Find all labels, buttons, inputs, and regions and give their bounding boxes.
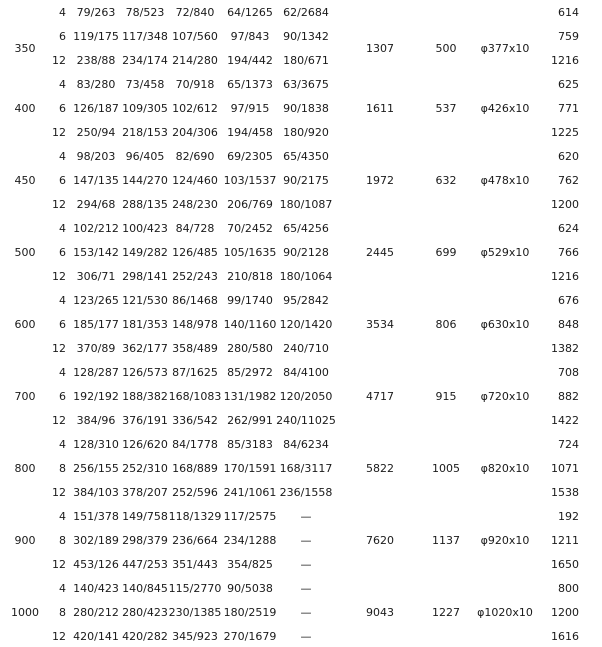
end-value: 1200	[551, 198, 579, 211]
value-cell: 63/3675	[283, 78, 329, 91]
pass-count: 8	[59, 462, 66, 475]
pipe-size: φ478x10	[480, 174, 530, 187]
value-cell: 102/612	[172, 102, 218, 115]
value-cell: 288/135	[122, 198, 168, 211]
value-cell: 73/458	[125, 78, 165, 91]
value-cell: 87/1625	[172, 366, 218, 379]
value-cell: 420/141	[73, 630, 119, 643]
end-value: 1216	[551, 270, 579, 283]
value-cell: 248/230	[172, 198, 218, 211]
value-cell: 236/1558	[279, 486, 333, 499]
nominal-diameter: 500	[14, 246, 36, 259]
value-cell: 90/5038	[227, 582, 273, 595]
end-value: 759	[558, 30, 579, 43]
value-cell: 107/560	[172, 30, 218, 43]
value-cell: 180/671	[283, 54, 329, 67]
value-cell: 118/1329	[168, 510, 222, 523]
value-cell: 128/310	[73, 438, 119, 451]
area-value: 2445	[366, 246, 394, 259]
value-cell: 83/280	[76, 78, 116, 91]
end-value: 708	[558, 366, 579, 379]
pass-count: 4	[59, 6, 66, 19]
value-cell: 120/1420	[279, 318, 333, 331]
end-value: 1225	[551, 126, 579, 139]
pass-count: 12	[52, 414, 66, 427]
pass-count: 12	[52, 126, 66, 139]
value-cell: 117/2575	[223, 510, 277, 523]
value-cell: 376/191	[122, 414, 168, 427]
weight-value: 537	[435, 102, 457, 115]
value-cell: 234/174	[122, 54, 168, 67]
value-cell: 95/2842	[283, 294, 329, 307]
value-cell: 262/991	[227, 414, 273, 427]
value-cell: 351/443	[172, 558, 218, 571]
end-value: 766	[558, 246, 579, 259]
nominal-diameter: 450	[14, 174, 36, 187]
nominal-diameter: 800	[14, 462, 36, 475]
value-cell: 302/189	[73, 534, 119, 547]
value-cell: 238/88	[76, 54, 116, 67]
pass-count: 4	[59, 438, 66, 451]
value-cell: 252/243	[172, 270, 218, 283]
value-cell: 84/1778	[172, 438, 218, 451]
end-value: 676	[558, 294, 579, 307]
value-cell: 148/978	[172, 318, 218, 331]
pass-count: 6	[59, 30, 66, 43]
value-cell: —	[300, 630, 312, 643]
pass-count: 4	[59, 150, 66, 163]
value-cell: 180/1087	[279, 198, 333, 211]
value-cell: 65/4350	[283, 150, 329, 163]
value-cell: 384/96	[76, 414, 116, 427]
value-cell: 384/103	[73, 486, 119, 499]
value-cell: 370/89	[76, 342, 116, 355]
value-cell: 168/3117	[279, 462, 333, 475]
value-cell: 188/382	[122, 390, 168, 403]
area-value: 9043	[366, 606, 394, 619]
weight-value: 915	[435, 390, 457, 403]
value-cell: —	[300, 510, 312, 523]
value-cell: 236/664	[172, 534, 218, 547]
value-cell: 345/923	[172, 630, 218, 643]
value-cell: 280/423	[122, 606, 168, 619]
end-value: 624	[558, 222, 579, 235]
value-cell: 121/530	[122, 294, 168, 307]
nominal-diameter: 350	[14, 42, 36, 55]
value-cell: 240/710	[283, 342, 329, 355]
value-cell: 252/310	[122, 462, 168, 475]
value-cell: —	[300, 558, 312, 571]
end-value: 1538	[551, 486, 579, 499]
value-cell: 206/769	[227, 198, 273, 211]
value-cell: 358/489	[172, 342, 218, 355]
pass-count: 6	[59, 102, 66, 115]
pass-count: 8	[59, 534, 66, 547]
area-value: 1611	[366, 102, 394, 115]
nominal-diameter: 400	[14, 102, 36, 115]
value-cell: 84/6234	[283, 438, 329, 451]
value-cell: 120/2050	[279, 390, 333, 403]
value-cell: 252/596	[172, 486, 218, 499]
pass-count: 4	[59, 294, 66, 307]
end-value: 1616	[551, 630, 579, 643]
pass-count: 12	[52, 270, 66, 283]
value-cell: 123/265	[73, 294, 119, 307]
pass-count: 4	[59, 510, 66, 523]
nominal-diameter: 1000	[11, 606, 39, 619]
value-cell: 99/1740	[227, 294, 273, 307]
value-cell: 240/11025	[276, 414, 336, 427]
nominal-diameter: 900	[14, 534, 36, 547]
value-cell: 117/348	[122, 30, 168, 43]
value-cell: 147/135	[73, 174, 119, 187]
area-value: 3534	[366, 318, 394, 331]
value-cell: 230/1385	[168, 606, 222, 619]
value-cell: 453/126	[73, 558, 119, 571]
value-cell: 115/2770	[168, 582, 222, 595]
value-cell: 210/818	[227, 270, 273, 283]
pipe-size: φ920x10	[480, 534, 530, 547]
weight-value: 699	[435, 246, 457, 259]
value-cell: 144/270	[122, 174, 168, 187]
area-value: 4717	[366, 390, 394, 403]
end-value: 771	[558, 102, 579, 115]
end-value: 1211	[551, 534, 579, 547]
value-cell: —	[300, 534, 312, 547]
value-cell: 256/155	[73, 462, 119, 475]
area-value: 1972	[366, 174, 394, 187]
value-cell: 298/141	[122, 270, 168, 283]
value-cell: 98/203	[76, 150, 116, 163]
value-cell: 336/542	[172, 414, 218, 427]
value-cell: 170/1591	[223, 462, 277, 475]
pass-count: 4	[59, 582, 66, 595]
value-cell: 185/177	[73, 318, 119, 331]
value-cell: 124/460	[172, 174, 218, 187]
value-cell: 126/187	[73, 102, 119, 115]
value-cell: 151/378	[73, 510, 119, 523]
value-cell: 119/175	[73, 30, 119, 43]
value-cell: —	[300, 606, 312, 619]
pipe-size: φ529x10	[480, 246, 530, 259]
end-value: 1422	[551, 414, 579, 427]
value-cell: 250/94	[76, 126, 116, 139]
value-cell: 126/620	[122, 438, 168, 451]
value-cell: 140/845	[122, 582, 168, 595]
value-cell: 126/485	[172, 246, 218, 259]
area-value: 5822	[366, 462, 394, 475]
pass-count: 4	[59, 78, 66, 91]
nominal-diameter: 600	[14, 318, 36, 331]
pipe-size: φ426x10	[480, 102, 530, 115]
end-value: 1382	[551, 342, 579, 355]
value-cell: 214/280	[172, 54, 218, 67]
pass-count: 4	[59, 222, 66, 235]
end-value: 192	[558, 510, 579, 523]
end-value: 614	[558, 6, 579, 19]
end-value: 848	[558, 318, 579, 331]
value-cell: 234/1288	[223, 534, 277, 547]
value-cell: 180/920	[283, 126, 329, 139]
value-cell: 420/282	[122, 630, 168, 643]
pipe-size: φ720x10	[480, 390, 530, 403]
value-cell: 100/423	[122, 222, 168, 235]
value-cell: 270/1679	[223, 630, 277, 643]
value-cell: 131/1982	[223, 390, 277, 403]
area-value: 1307	[366, 42, 394, 55]
value-cell: —	[300, 582, 312, 595]
value-cell: 79/263	[76, 6, 116, 19]
value-cell: 378/207	[122, 486, 168, 499]
end-value: 762	[558, 174, 579, 187]
value-cell: 90/1342	[283, 30, 329, 43]
pipe-size: φ1020x10	[477, 606, 533, 619]
end-value: 620	[558, 150, 579, 163]
end-value: 724	[558, 438, 579, 451]
weight-value: 806	[435, 318, 457, 331]
value-cell: 69/2305	[227, 150, 273, 163]
value-cell: 153/142	[73, 246, 119, 259]
value-cell: 90/2128	[283, 246, 329, 259]
pass-count: 6	[59, 246, 66, 259]
value-cell: 149/758	[122, 510, 168, 523]
value-cell: 306/71	[76, 270, 116, 283]
end-value: 882	[558, 390, 579, 403]
value-cell: 85/3183	[227, 438, 273, 451]
value-cell: 84/4100	[283, 366, 329, 379]
pass-count: 6	[59, 174, 66, 187]
value-cell: 70/918	[175, 78, 215, 91]
value-cell: 96/405	[125, 150, 165, 163]
value-cell: 109/305	[122, 102, 168, 115]
value-cell: 149/282	[122, 246, 168, 259]
area-value: 7620	[366, 534, 394, 547]
value-cell: 168/1083	[168, 390, 222, 403]
value-cell: 180/1064	[279, 270, 333, 283]
value-cell: 85/2972	[227, 366, 273, 379]
value-cell: 192/192	[73, 390, 119, 403]
value-cell: 126/573	[122, 366, 168, 379]
nominal-diameter: 700	[14, 390, 36, 403]
value-cell: 62/2684	[283, 6, 329, 19]
pass-count: 12	[52, 558, 66, 571]
value-cell: 140/423	[73, 582, 119, 595]
end-value: 625	[558, 78, 579, 91]
pass-count: 8	[59, 606, 66, 619]
value-cell: 90/2175	[283, 174, 329, 187]
value-cell: 70/2452	[227, 222, 273, 235]
value-cell: 102/212	[73, 222, 119, 235]
end-value: 1650	[551, 558, 579, 571]
pass-count: 12	[52, 342, 66, 355]
value-cell: 65/4256	[283, 222, 329, 235]
pass-count: 12	[52, 486, 66, 499]
value-cell: 180/2519	[223, 606, 277, 619]
value-cell: 84/728	[175, 222, 215, 235]
value-cell: 90/1838	[283, 102, 329, 115]
end-value: 800	[558, 582, 579, 595]
value-cell: 294/68	[76, 198, 116, 211]
value-cell: 82/690	[175, 150, 215, 163]
value-cell: 103/1537	[223, 174, 277, 187]
value-cell: 447/253	[122, 558, 168, 571]
value-cell: 218/153	[122, 126, 168, 139]
end-value: 1071	[551, 462, 579, 475]
weight-value: 1005	[432, 462, 460, 475]
pass-count: 6	[59, 318, 66, 331]
value-cell: 78/523	[125, 6, 165, 19]
value-cell: 72/840	[175, 6, 215, 19]
value-cell: 86/1468	[172, 294, 218, 307]
value-cell: 362/177	[122, 342, 168, 355]
value-cell: 298/379	[122, 534, 168, 547]
weight-value: 1227	[432, 606, 460, 619]
value-cell: 64/1265	[227, 6, 273, 19]
pass-count: 12	[52, 54, 66, 67]
weight-value: 632	[435, 174, 457, 187]
value-cell: 204/306	[172, 126, 218, 139]
value-cell: 97/843	[230, 30, 270, 43]
pass-count: 4	[59, 366, 66, 379]
pipe-size: φ820x10	[480, 462, 530, 475]
value-cell: 65/1373	[227, 78, 273, 91]
pipe-size: φ377x10	[480, 42, 530, 55]
value-cell: 194/442	[227, 54, 273, 67]
pass-count: 12	[52, 198, 66, 211]
value-cell: 194/458	[227, 126, 273, 139]
pass-count: 12	[52, 630, 66, 643]
end-value: 1216	[551, 54, 579, 67]
end-value: 1200	[551, 606, 579, 619]
weight-value: 500	[435, 42, 457, 55]
weight-value: 1137	[432, 534, 460, 547]
value-cell: 168/889	[172, 462, 218, 475]
value-cell: 241/1061	[223, 486, 277, 499]
value-cell: 97/915	[230, 102, 270, 115]
pass-count: 6	[59, 390, 66, 403]
value-cell: 354/825	[227, 558, 273, 571]
value-cell: 280/580	[227, 342, 273, 355]
value-cell: 280/212	[73, 606, 119, 619]
value-cell: 140/1160	[223, 318, 277, 331]
pipe-size: φ630x10	[480, 318, 530, 331]
value-cell: 105/1635	[223, 246, 277, 259]
value-cell: 181/353	[122, 318, 168, 331]
value-cell: 128/287	[73, 366, 119, 379]
